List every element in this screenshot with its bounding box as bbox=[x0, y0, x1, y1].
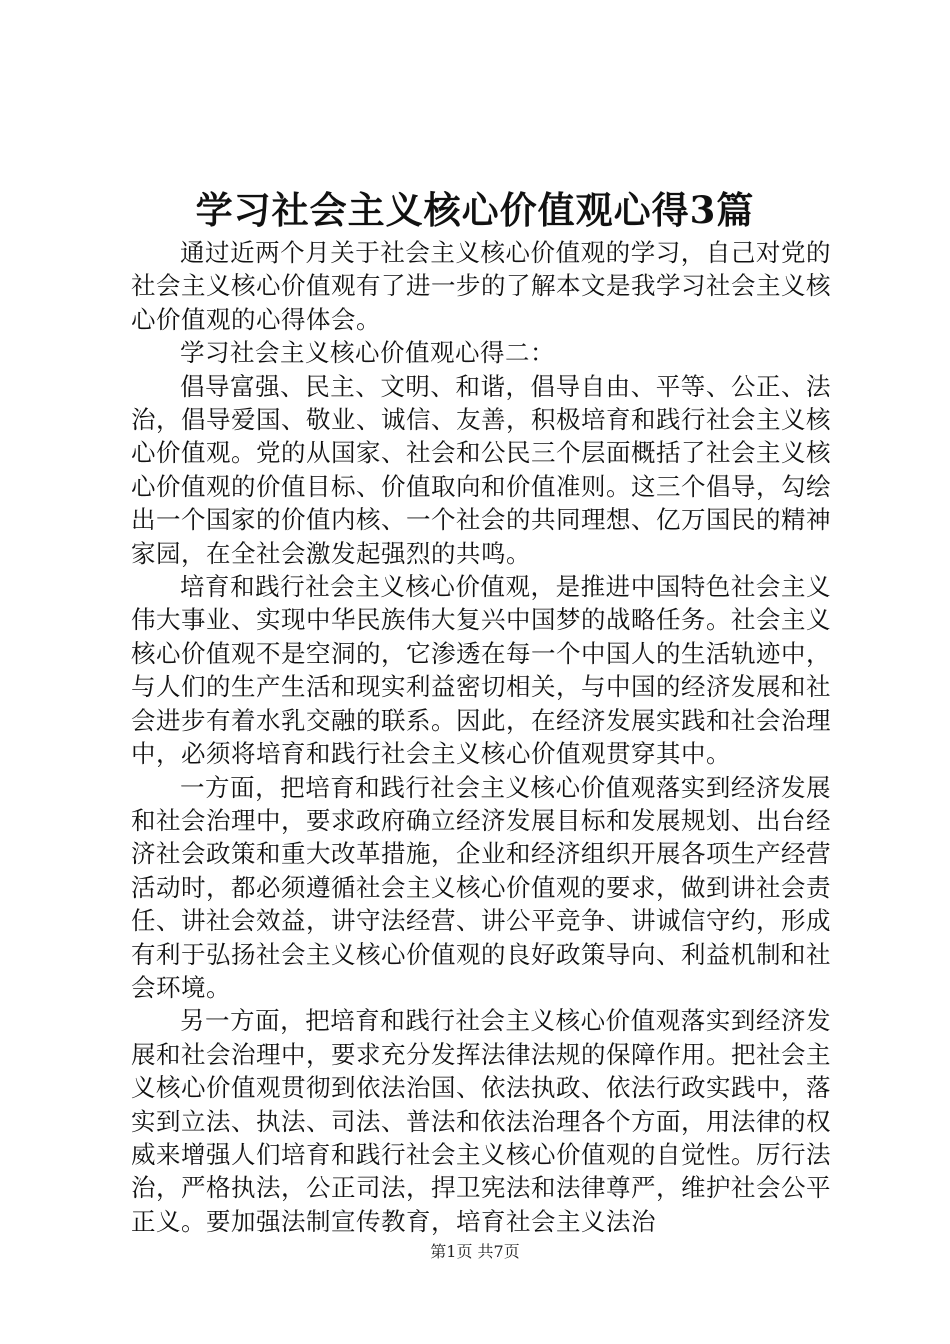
paragraph-intro: 通过近两个月关于社会主义核心价值观的学习，自己对党的社会主义核心价值观有了进一步的了解本文是我学习社会主义核心价值观的心得体会。 bbox=[131, 238, 831, 334]
paragraph-strategic-task: 培育和践行社会主义核心价值观，是推进中国特色社会主义伟大事业、实现中华民族伟大复兴中国梦的战略任务。社会主义核心价值观不是空洞的，它渗透在每一个中国人的生活轨迹中，与人们的生产生活和现实利益密切相关，与中国的经济发展和社会进步有着水乳交融的联系。因此，在经济发展实践和社会治理中，必须将培育和践行社会主义核心价值观贯穿其中。 bbox=[131, 572, 831, 769]
paragraph-one-aspect: 一方面，把培育和践行社会主义核心价值观落实到经济发展和社会治理中，要求政府确立经济发展目标和发展规划、出台经济社会政策和重大改革措施，企业和经济组织开展各项生产经营活动时，都必须遵循社会主义核心价值观的要求，做到讲社会责任、讲社会效益，讲守法经营、讲公平竞争、讲诚信守约，形成有利于弘扬社会主义核心价值观的良好政策导向、利益机制和社会环境。 bbox=[131, 772, 831, 1002]
page-footer: 第1页 共7页 bbox=[430, 1242, 520, 1261]
paragraph-values: 倡导富强、民主、文明、和谐，倡导自由、平等、公正、法治，倡导爱国、敬业、诚信、友善，积极培育和践行社会主义核心价值观。党的从国家、社会和公民三个层面概括了社会主义核心价值观的价值目标、价值取向和价值准则。这三个倡导，勾绘出一个国家的价值内核、一个社会的共同理想、亿万国民的精神家园，在全社会激发起强烈的共鸣。 bbox=[131, 371, 831, 568]
paragraph-section-heading: 学习社会主义核心价值观心得二： bbox=[180, 338, 555, 368]
paragraph-other-aspect: 另一方面，把培育和践行社会主义核心价值观落实到经济发展和社会治理中，要求充分发挥法律法规的保障作用。把社会主义核心价值观贯彻到依法治国、依法执政、依法行政实践中，落实到立法、执法、司法、普法和依法治理各个方面，用法律的权威来增强人们培育和践行社会主义核心价值观的自觉性。厉行法治，严格执法，公正司法，捍卫宪法和法律尊严，维护社会公平正义。要加强法制宣传教育，培育社会主义法治 bbox=[131, 1006, 831, 1236]
document-title: 学习社会主义核心价值观心得3篇 bbox=[195, 188, 755, 232]
document-body bbox=[131, 236, 831, 1238]
